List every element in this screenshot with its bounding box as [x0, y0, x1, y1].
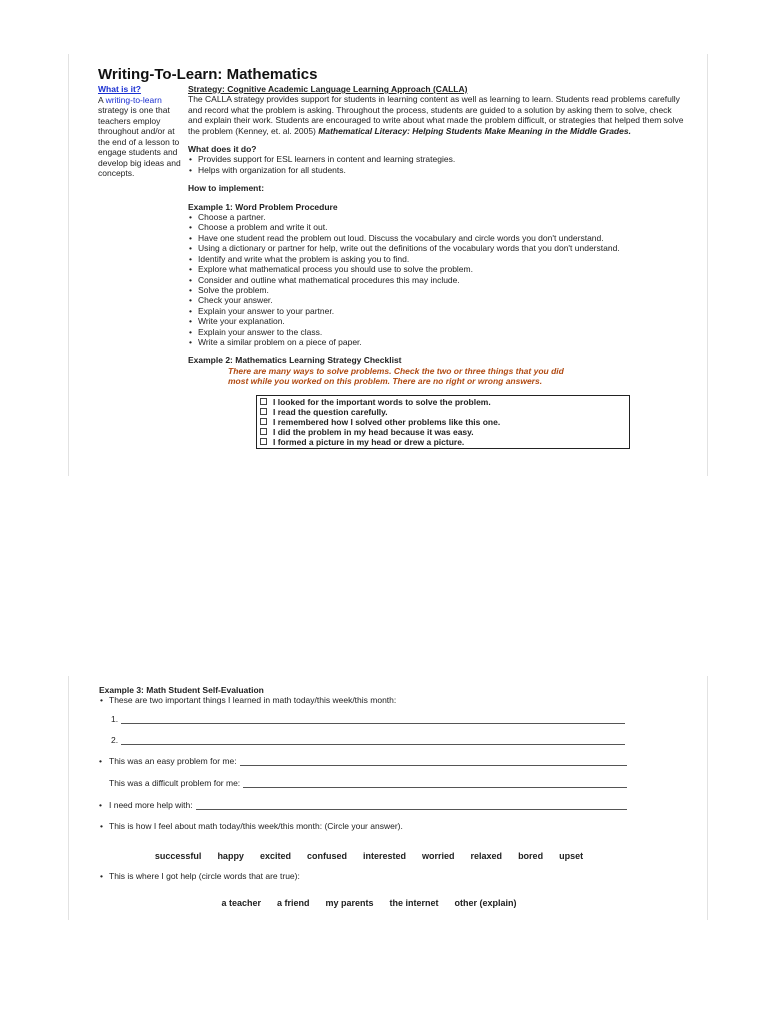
- list-item: • Identify and write what the problem is asking you to find.: [198, 254, 688, 264]
- strategy-heading: Strategy: Cognitive Academic Language Learning Approach (CALLA): [188, 84, 468, 94]
- list-item: • Solve the problem.: [198, 285, 688, 295]
- blank-line[interactable]: [121, 736, 625, 745]
- self-evaluation: [99, 685, 679, 908]
- checklist-row: I formed a picture in my head or drew a picture.: [260, 437, 626, 447]
- list-item: • Explain your answer to your partner.: [198, 306, 688, 316]
- writing-to-learn-link[interactable]: writing-to-learn: [105, 94, 162, 105]
- list-item: • Have one student read the problem out loud. Discuss the vocabulary and circle words you don't understand.: [198, 233, 688, 243]
- help-source-word[interactable]: a friend: [276, 898, 310, 908]
- answer-line-2: 2.: [111, 735, 625, 745]
- feel-prompt: • This is how I feel about math today/this week/this month: (Circle your answer).: [109, 821, 679, 831]
- more-help-row: • I need more help with:: [99, 800, 627, 810]
- feelings-row: [99, 851, 639, 861]
- easy-problem-row: • This was an easy problem for me:: [99, 756, 627, 766]
- list-item: • Provides support for ESL learners in content and learning strategies.: [198, 154, 688, 164]
- checklist-row: I did the problem in my head because it was easy.: [260, 427, 626, 437]
- page-panel-bottom: [68, 676, 708, 920]
- feeling-word[interactable]: worried: [422, 851, 455, 861]
- help-sources-row: [99, 898, 639, 908]
- checkbox-icon[interactable]: [260, 428, 267, 435]
- list-item: • Check your answer.: [198, 295, 688, 305]
- blank-line[interactable]: [121, 715, 625, 724]
- checkbox-icon[interactable]: [260, 418, 267, 425]
- main-content: [188, 84, 688, 449]
- feeling-word[interactable]: happy: [217, 851, 244, 861]
- sidebar: [98, 84, 184, 179]
- list-item: • Write a similar problem on a piece of paper.: [198, 337, 688, 347]
- example1-heading: Example 1: Word Problem Procedure: [188, 201, 338, 212]
- page-panel-top: [68, 54, 708, 476]
- strategy-citation: Mathematical Literacy: Helping Students Make Meaning in the Middle Grades.: [318, 125, 631, 136]
- example2-instruction-2: most while you worked on this problem. There are no right or wrong answers.: [228, 376, 543, 387]
- what-does-list: [188, 154, 688, 175]
- example3-heading: Example 3: Math Student Self-Evaluation: [99, 685, 264, 695]
- checkbox-icon[interactable]: [260, 408, 267, 415]
- strategy-paragraph: The CALLA strategy provides support for students in learning content as well as learning to learn. Students read problems carefully and record what the problem is asking. Throughout the process, students are guided to a solution by asking them to solve, check and explain their work. Students are encouraged to write about what made the problem difficult, or strategies that helped them solve the problem (Kenney, et. al. 2005) Mathematical Literacy: Helping Students Make Meaning in the Middle Grades.: [188, 94, 684, 136]
- checkbox-icon[interactable]: [260, 398, 267, 405]
- what-does-heading: What does it do?: [188, 144, 257, 155]
- list-item: • Helps with organization for all students.: [198, 165, 688, 175]
- sidebar-text: A writing-to-learn strategy is one that teachers employ throughout and/or at the end of a lesson to engage students and develop big ideas and concepts.: [98, 94, 181, 178]
- list-item: • Choose a problem and write it out.: [198, 222, 688, 232]
- checklist-row: I looked for the important words to solve the problem.: [260, 397, 626, 407]
- list-item: • Explore what mathematical process you should use to solve the problem.: [198, 264, 688, 274]
- help-source-word[interactable]: a teacher: [221, 898, 261, 908]
- feeling-word[interactable]: interested: [363, 851, 407, 861]
- list-item: • Explain your answer to the class.: [198, 327, 688, 337]
- blank-line[interactable]: [240, 757, 627, 766]
- list-item: • Write your explanation.: [198, 316, 688, 326]
- help-source-word[interactable]: my parents: [325, 898, 374, 908]
- feeling-word[interactable]: bored: [518, 851, 544, 861]
- feeling-word[interactable]: confused: [306, 851, 347, 861]
- feeling-word[interactable]: excited: [259, 851, 291, 861]
- difficult-problem-row: This was a difficult problem for me:: [99, 778, 627, 788]
- list-item: • Choose a partner.: [198, 212, 688, 222]
- help-source-word[interactable]: the internet: [389, 898, 439, 908]
- blank-line[interactable]: [196, 801, 627, 810]
- example1-list: [188, 212, 688, 347]
- checklist-row: I remembered how I solved other problems like this one.: [260, 417, 626, 427]
- help-source-word[interactable]: other (explain): [454, 898, 517, 908]
- example2-instruction-1: There are many ways to solve problems. Check the two or three things that you did: [228, 365, 564, 376]
- checklist-row: I read the question carefully.: [260, 407, 626, 417]
- page-title: Writing-To-Learn: Mathematics: [98, 66, 318, 83]
- list-item: • Consider and outline what mathematical procedures this may include.: [198, 275, 688, 285]
- blank-line[interactable]: [243, 779, 627, 788]
- what-is-it-link[interactable]: What is it?: [98, 84, 141, 94]
- strategy-checklist: [256, 395, 630, 449]
- help-source-prompt: • This is where I got help (circle words that are true):: [109, 871, 679, 881]
- checkbox-icon[interactable]: [260, 438, 267, 445]
- feeling-word[interactable]: upset: [559, 851, 584, 861]
- example2-heading: Example 2: Mathematics Learning Strategy Checklist: [188, 355, 402, 366]
- answer-line-1: 1.: [111, 714, 625, 724]
- feeling-word[interactable]: successful: [154, 851, 202, 861]
- feeling-word[interactable]: relaxed: [470, 851, 503, 861]
- how-to-heading: How to implement:: [188, 183, 265, 194]
- list-item: • Using a dictionary or partner for help, write out the definitions of the vocabulary words that you don't understand.: [198, 243, 688, 253]
- learned-prompt: • These are two important things I learned in math today/this week/this month:: [109, 695, 679, 705]
